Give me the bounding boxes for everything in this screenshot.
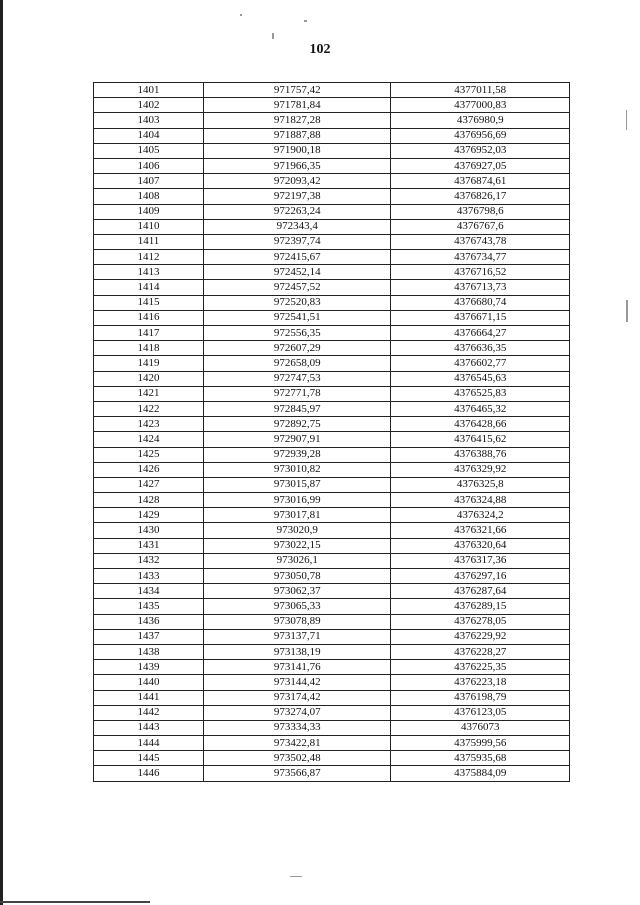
y-coordinate-cell: 4376415,62: [391, 432, 570, 447]
x-coordinate-cell: 972607,29: [204, 341, 391, 356]
y-coordinate-cell: 4375884,09: [391, 766, 570, 781]
x-coordinate-cell: 973502,48: [204, 751, 391, 766]
y-coordinate-cell: 4376317,36: [391, 553, 570, 568]
page-number: 102: [309, 42, 331, 57]
x-coordinate-cell: 973566,87: [204, 766, 391, 781]
table-row: [94, 599, 570, 614]
table-row: [94, 508, 570, 523]
x-coordinate-cell: 972892,75: [204, 417, 391, 432]
x-coordinate-cell: 972658,09: [204, 356, 391, 371]
table-row: [94, 447, 570, 462]
x-coordinate-cell: 971827,28: [204, 113, 391, 128]
table-row: [94, 265, 570, 280]
y-coordinate-cell: 4376388,76: [391, 447, 570, 462]
scan-speck: [272, 33, 274, 39]
point-number-cell: 1443: [94, 720, 204, 735]
point-number-cell: 1421: [94, 386, 204, 401]
x-coordinate-cell: 971757,42: [204, 83, 391, 98]
point-number-cell: 1442: [94, 705, 204, 720]
point-number-cell: 1408: [94, 189, 204, 204]
x-coordinate-cell: 972541,51: [204, 310, 391, 325]
table-row: [94, 417, 570, 432]
x-coordinate-cell: 973010,82: [204, 462, 391, 477]
x-coordinate-cell: 973334,33: [204, 720, 391, 735]
table-row: [94, 629, 570, 644]
x-coordinate-cell: 973062,37: [204, 584, 391, 599]
y-coordinate-cell: 4376225,35: [391, 660, 570, 675]
point-number-cell: 1417: [94, 326, 204, 341]
x-coordinate-cell: 973078,89: [204, 614, 391, 629]
y-coordinate-cell: 4376734,77: [391, 250, 570, 265]
point-number-cell: 1426: [94, 462, 204, 477]
x-coordinate-cell: 972939,28: [204, 447, 391, 462]
scan-speck: [304, 20, 307, 22]
table-row: [94, 158, 570, 173]
table-row: [94, 250, 570, 265]
x-coordinate-cell: 972397,74: [204, 234, 391, 249]
x-coordinate-cell: 973017,81: [204, 508, 391, 523]
point-number-cell: 1405: [94, 143, 204, 158]
table-row: [94, 766, 570, 781]
y-coordinate-cell: 4376798,6: [391, 204, 570, 219]
table-row: [94, 553, 570, 568]
table-row: [94, 143, 570, 158]
x-coordinate-cell: 973137,71: [204, 629, 391, 644]
y-coordinate-cell: 4376716,52: [391, 265, 570, 280]
y-coordinate-cell: 4376713,73: [391, 280, 570, 295]
table-row: [94, 523, 570, 538]
y-coordinate-cell: 4376228,27: [391, 644, 570, 659]
point-number-cell: 1403: [94, 113, 204, 128]
point-number-cell: 1419: [94, 356, 204, 371]
point-number-cell: 1445: [94, 751, 204, 766]
point-number-cell: 1446: [94, 766, 204, 781]
x-coordinate-cell: 973015,87: [204, 477, 391, 492]
x-coordinate-cell: 972343,4: [204, 219, 391, 234]
x-coordinate-cell: 972093,42: [204, 174, 391, 189]
y-coordinate-cell: 4376671,15: [391, 310, 570, 325]
point-number-cell: 1430: [94, 523, 204, 538]
x-coordinate-cell: 971781,84: [204, 98, 391, 113]
x-coordinate-cell: 973138,19: [204, 644, 391, 659]
table-row: [94, 614, 570, 629]
y-coordinate-cell: 4376680,74: [391, 295, 570, 310]
y-coordinate-cell: 4376428,66: [391, 417, 570, 432]
table-row: [94, 189, 570, 204]
y-coordinate-cell: 4376289,15: [391, 599, 570, 614]
x-coordinate-cell: 972771,78: [204, 386, 391, 401]
point-number-cell: 1411: [94, 234, 204, 249]
point-number-cell: 1440: [94, 675, 204, 690]
x-coordinate-cell: 973026,1: [204, 553, 391, 568]
y-coordinate-cell: 4376278,05: [391, 614, 570, 629]
y-coordinate-cell: 4376465,32: [391, 401, 570, 416]
point-number-cell: 1424: [94, 432, 204, 447]
x-coordinate-cell: 972452,14: [204, 265, 391, 280]
point-number-cell: 1434: [94, 584, 204, 599]
table-row: [94, 751, 570, 766]
y-coordinate-cell: 4376545,63: [391, 371, 570, 386]
y-coordinate-cell: 4376874,61: [391, 174, 570, 189]
y-coordinate-cell: 4376664,27: [391, 326, 570, 341]
table-row: [94, 675, 570, 690]
x-coordinate-cell: 973144,42: [204, 675, 391, 690]
point-number-cell: 1414: [94, 280, 204, 295]
table-row: [94, 705, 570, 720]
left-scan-border: [0, 0, 3, 905]
point-number-cell: 1413: [94, 265, 204, 280]
x-coordinate-cell: 972415,67: [204, 250, 391, 265]
table-row: [94, 720, 570, 735]
table-row: [94, 310, 570, 325]
point-number-cell: 1437: [94, 629, 204, 644]
y-coordinate-cell: 4376297,16: [391, 569, 570, 584]
x-coordinate-cell: 973274,07: [204, 705, 391, 720]
point-number-cell: 1404: [94, 128, 204, 143]
scan-speck: [240, 14, 242, 16]
y-coordinate-cell: 4376321,66: [391, 523, 570, 538]
table-row: [94, 295, 570, 310]
x-coordinate-cell: 971966,35: [204, 158, 391, 173]
table-row: [94, 371, 570, 386]
table-row: [94, 386, 570, 401]
y-coordinate-cell: 4376198,79: [391, 690, 570, 705]
x-coordinate-cell: 973020,9: [204, 523, 391, 538]
table-row: [94, 174, 570, 189]
point-number-cell: 1409: [94, 204, 204, 219]
y-coordinate-cell: 4376767,6: [391, 219, 570, 234]
x-coordinate-cell: 973141,76: [204, 660, 391, 675]
y-coordinate-cell: 4376956,69: [391, 128, 570, 143]
table-row: [94, 401, 570, 416]
table-row: [94, 569, 570, 584]
point-number-cell: 1444: [94, 736, 204, 751]
point-number-cell: 1425: [94, 447, 204, 462]
y-coordinate-cell: 4376525,83: [391, 386, 570, 401]
scan-speck: [626, 110, 627, 130]
x-coordinate-cell: 972457,52: [204, 280, 391, 295]
x-coordinate-cell: 972197,38: [204, 189, 391, 204]
point-number-cell: 1410: [94, 219, 204, 234]
table-row: [94, 660, 570, 675]
y-coordinate-cell: 4377011,58: [391, 83, 570, 98]
x-coordinate-cell: 971900,18: [204, 143, 391, 158]
y-coordinate-cell: 4376952,03: [391, 143, 570, 158]
bottom-scan-line: [0, 901, 150, 903]
table-row: [94, 690, 570, 705]
y-coordinate-cell: 4376636,35: [391, 341, 570, 356]
y-coordinate-cell: 4376325,8: [391, 477, 570, 492]
x-coordinate-cell: 972263,24: [204, 204, 391, 219]
table-row: [94, 584, 570, 599]
scan-speck: [626, 300, 628, 322]
point-number-cell: 1436: [94, 614, 204, 629]
point-number-cell: 1439: [94, 660, 204, 675]
y-coordinate-cell: 4376320,64: [391, 538, 570, 553]
x-coordinate-cell: 973022,15: [204, 538, 391, 553]
table-row: [94, 83, 570, 98]
point-number-cell: 1423: [94, 417, 204, 432]
y-coordinate-cell: 4376229,92: [391, 629, 570, 644]
point-number-cell: 1427: [94, 477, 204, 492]
y-coordinate-cell: 4376602,77: [391, 356, 570, 371]
point-number-cell: 1422: [94, 401, 204, 416]
table-row: [94, 736, 570, 751]
coordinates-table: [93, 82, 570, 782]
table-row: [94, 98, 570, 113]
table-row: [94, 356, 570, 371]
y-coordinate-cell: 4377000,83: [391, 98, 570, 113]
y-coordinate-cell: 4376073: [391, 720, 570, 735]
point-number-cell: 1433: [94, 569, 204, 584]
table-row: [94, 477, 570, 492]
point-number-cell: 1407: [94, 174, 204, 189]
point-number-cell: 1420: [94, 371, 204, 386]
point-number-cell: 1418: [94, 341, 204, 356]
y-coordinate-cell: 4376324,2: [391, 508, 570, 523]
x-coordinate-cell: 972520,83: [204, 295, 391, 310]
point-number-cell: 1428: [94, 493, 204, 508]
table-row: [94, 326, 570, 341]
scan-speck: [290, 876, 302, 877]
point-number-cell: 1441: [94, 690, 204, 705]
x-coordinate-cell: 973050,78: [204, 569, 391, 584]
table-row: [94, 538, 570, 553]
x-coordinate-cell: 972556,35: [204, 326, 391, 341]
y-coordinate-cell: 4376123,05: [391, 705, 570, 720]
y-coordinate-cell: 4376826,17: [391, 189, 570, 204]
y-coordinate-cell: 4376927,05: [391, 158, 570, 173]
point-number-cell: 1416: [94, 310, 204, 325]
y-coordinate-cell: 4376743,78: [391, 234, 570, 249]
table-row: [94, 462, 570, 477]
y-coordinate-cell: 4376329,92: [391, 462, 570, 477]
point-number-cell: 1401: [94, 83, 204, 98]
point-number-cell: 1438: [94, 644, 204, 659]
y-coordinate-cell: 4375935,68: [391, 751, 570, 766]
point-number-cell: 1406: [94, 158, 204, 173]
table-row: [94, 280, 570, 295]
x-coordinate-cell: 973016,99: [204, 493, 391, 508]
table-row: [94, 113, 570, 128]
x-coordinate-cell: 972907,91: [204, 432, 391, 447]
table-row: [94, 128, 570, 143]
x-coordinate-cell: 973174,42: [204, 690, 391, 705]
point-number-cell: 1402: [94, 98, 204, 113]
y-coordinate-cell: 4376324,88: [391, 493, 570, 508]
y-coordinate-cell: 4376287,64: [391, 584, 570, 599]
x-coordinate-cell: 971887,88: [204, 128, 391, 143]
point-number-cell: 1435: [94, 599, 204, 614]
table-row: [94, 432, 570, 447]
point-number-cell: 1412: [94, 250, 204, 265]
table-row: [94, 234, 570, 249]
coordinates-table-body: [94, 83, 570, 782]
table-row: [94, 219, 570, 234]
x-coordinate-cell: 973422,81: [204, 736, 391, 751]
x-coordinate-cell: 972747,53: [204, 371, 391, 386]
point-number-cell: 1431: [94, 538, 204, 553]
point-number-cell: 1415: [94, 295, 204, 310]
point-number-cell: 1429: [94, 508, 204, 523]
table-row: [94, 493, 570, 508]
table-row: [94, 204, 570, 219]
y-coordinate-cell: 4375999,56: [391, 736, 570, 751]
y-coordinate-cell: 4376980,9: [391, 113, 570, 128]
x-coordinate-cell: 973065,33: [204, 599, 391, 614]
table-row: [94, 644, 570, 659]
y-coordinate-cell: 4376223,18: [391, 675, 570, 690]
x-coordinate-cell: 972845,97: [204, 401, 391, 416]
point-number-cell: 1432: [94, 553, 204, 568]
table-row: [94, 341, 570, 356]
